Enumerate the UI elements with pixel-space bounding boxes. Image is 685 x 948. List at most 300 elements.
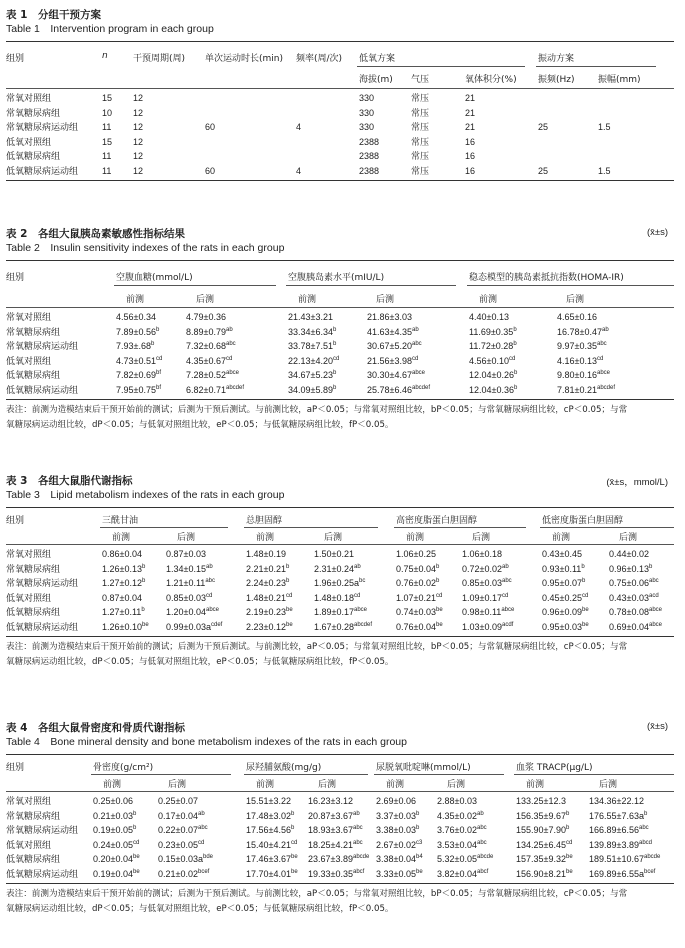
significance-mark: abce <box>648 607 662 613</box>
table-cell: 常压 <box>411 165 430 176</box>
cell-value: 2.31±0.24 <box>314 563 354 574</box>
table-3-body <box>6 545 674 634</box>
table-cell <box>288 310 333 325</box>
table-cell <box>308 809 360 824</box>
table-cell <box>376 794 416 809</box>
cell-value: 156.35±9.67 <box>516 810 566 821</box>
cell-value: 1.26±0.13 <box>102 563 142 574</box>
table-cell <box>93 794 133 809</box>
significance-mark: ab <box>205 563 213 570</box>
significance-mark: b <box>435 563 440 570</box>
cell-value: 4.35±0.67 <box>186 355 226 366</box>
table-cell <box>437 794 477 809</box>
table-cell <box>589 867 655 882</box>
table-cell <box>462 620 513 635</box>
cell-value: 15.51±3.22 <box>246 796 291 806</box>
cell-value: 1.50±0.21 <box>314 549 354 559</box>
table-cell <box>516 823 569 838</box>
table-cell: 11 <box>102 151 112 161</box>
table-cell <box>542 591 588 606</box>
table-2-note <box>6 400 674 433</box>
cell-value: 6.82±0.71 <box>186 384 226 395</box>
significance-mark: b <box>648 563 653 570</box>
significance-mark: be <box>132 868 140 875</box>
group-underline <box>286 285 456 286</box>
table-cell <box>609 605 662 620</box>
cell-value: 1.48±0.19 <box>246 549 286 559</box>
note-line: 表注：前测为造模结束后干预开始前的测试；后测为干预后测试。与前测比较，aP＜0.05；与常氧对照组比较，bP＜0.05；与常氧糖尿病组比较，cP＜0.05；与常 <box>6 889 628 899</box>
table-cell <box>186 310 226 325</box>
cell-value: 8.89±0.79 <box>186 326 226 337</box>
table-cell <box>288 368 336 383</box>
table-cell <box>102 620 149 635</box>
cell-value: 1.34±0.15 <box>166 563 206 574</box>
cell-value: 11.72±0.28 <box>469 341 514 351</box>
table-cell: 12 <box>133 136 144 147</box>
header-pre: 前测 <box>112 533 131 543</box>
significance-mark: cd <box>411 355 419 362</box>
table-cell <box>186 368 239 383</box>
table-cell: 25 <box>538 122 549 132</box>
table-cell <box>462 576 512 591</box>
table-cell: 12 <box>133 107 144 118</box>
group-underline <box>540 527 674 528</box>
table-cell: 21 <box>465 107 476 118</box>
cell-value: 0.21±0.02 <box>158 868 198 879</box>
significance-mark: be <box>285 607 293 613</box>
table-cell <box>469 354 515 369</box>
group-underline <box>244 527 378 528</box>
cell-value: 2.21±0.21 <box>246 563 286 574</box>
table-cell <box>166 576 215 591</box>
table-cell <box>589 838 652 853</box>
header-post: 后测 <box>376 295 395 305</box>
cell-value: 7.93±.68 <box>116 341 151 351</box>
header-pre: 前测 <box>552 533 571 543</box>
cell-value: 34.67±5.23 <box>288 370 333 380</box>
cell-value: 1.06±0.18 <box>462 549 502 559</box>
table-row <box>6 325 674 340</box>
table-cell <box>102 605 145 620</box>
significance-mark: b <box>141 607 145 613</box>
cell-value: 1.09±0.17 <box>462 592 502 603</box>
table-cell: 1.5 <box>598 165 611 176</box>
header-post: 后测 <box>599 780 618 790</box>
significance-mark: cd <box>197 839 205 846</box>
table-cell <box>93 809 136 824</box>
cell-value: 7.32±0.68 <box>186 341 226 351</box>
cell-value: 2.24±0.23 <box>246 578 286 588</box>
significance-mark: cd <box>290 839 298 846</box>
table-cell <box>437 823 487 838</box>
table-cell <box>557 325 609 340</box>
table-cell <box>308 794 353 809</box>
significance-mark: abce <box>411 370 425 376</box>
table-cell <box>186 325 233 340</box>
row-label: 常氧糖尿病运动组 <box>6 341 79 351</box>
header-post: 后测 <box>324 533 343 543</box>
header-pre: 前测 <box>406 533 425 543</box>
significance-mark: abc <box>638 825 649 831</box>
row-label: 低氧对照组 <box>6 355 52 366</box>
table-cell <box>102 547 142 562</box>
cell-value: 30.67±5.20 <box>367 341 412 351</box>
table-1-body <box>6 89 674 178</box>
significance-mark: abcdef <box>411 384 430 391</box>
significance-mark: b <box>332 326 337 333</box>
significance-mark: cd <box>501 592 509 599</box>
table-cell: 15 <box>102 93 113 103</box>
table-cell <box>557 354 603 369</box>
cell-value: 17.46±3.67 <box>246 854 291 864</box>
table-cell <box>246 867 298 882</box>
table-cell: 10 <box>102 107 113 118</box>
table-cell <box>609 562 652 577</box>
header-insulin: 空腹胰岛素水平(mIU/L) <box>288 273 385 283</box>
table-cell <box>589 852 660 867</box>
cell-value: 4.35±0.02 <box>437 810 477 821</box>
row-label: 常氧糖尿病组 <box>6 326 61 337</box>
significance-mark: b <box>565 810 570 817</box>
significance-mark: be <box>290 854 298 860</box>
header-altitude: 海拔(m) <box>359 75 393 85</box>
table-cell <box>469 310 509 325</box>
cell-value: 2.23±0.12 <box>246 621 286 632</box>
table-cell: 21 <box>465 93 476 103</box>
header-pre: 前测 <box>479 295 498 305</box>
cell-value: 169.89±6.55a <box>589 868 644 879</box>
table-cell <box>542 547 582 562</box>
row-label: 常氧糖尿病运动组 <box>6 825 79 835</box>
header-pre: 前测 <box>256 780 275 790</box>
cell-value: 0.19±0.05 <box>93 825 133 835</box>
table-3-title-zh: 表 3 各组大鼠脂代谢指标 <box>6 475 133 487</box>
table-cell <box>246 605 293 620</box>
cell-value: 4.73±0.51 <box>116 355 156 366</box>
significance-mark: cd <box>581 592 589 599</box>
row-label: 常氧对照组 <box>6 312 52 322</box>
table-cell <box>396 547 436 562</box>
significance-mark: be <box>581 607 589 613</box>
header-pre: 前测 <box>298 295 317 305</box>
table-cell <box>246 620 293 635</box>
group-underline <box>244 774 368 775</box>
table-cell <box>516 809 569 824</box>
table-cell <box>396 576 439 591</box>
note-line: 氧糖尿病运动组比较，dP＜0.05；与低氧对照组比较，eP＜0.05；与低氧糖尿病组比较，fP＜0.05。 <box>6 904 394 914</box>
significance-mark: abce <box>648 621 662 628</box>
significance-mark: abcdef <box>596 384 615 391</box>
significance-mark: abcd <box>638 839 652 846</box>
significance-mark: bf <box>155 384 161 391</box>
significance-mark: abc <box>352 825 363 831</box>
cell-value: 7.95±0.75 <box>116 384 156 395</box>
table-cell <box>158 823 208 838</box>
significance-mark: abcdef <box>225 384 244 391</box>
header-post: 后测 <box>196 295 215 305</box>
significance-mark: abc <box>648 578 659 584</box>
table-cell <box>186 354 232 369</box>
cell-value: 15.40±4.21 <box>246 839 291 850</box>
significance-mark: b <box>155 326 160 333</box>
group-underline <box>374 774 504 775</box>
cell-value: 1.26±0.10 <box>102 621 142 632</box>
table-3-unit: (x̄±s，mmol/L) <box>606 477 668 488</box>
cell-value: 12.04±0.26 <box>469 370 514 380</box>
significance-mark: c3 <box>415 839 423 846</box>
significance-mark: be <box>435 621 443 628</box>
table-cell <box>288 325 336 340</box>
cell-value: 0.15±0.03a <box>158 854 203 864</box>
table-cell <box>116 368 161 383</box>
cell-value: 0.85±0.03 <box>462 578 502 588</box>
table-cell <box>589 809 647 824</box>
table-row <box>6 339 674 354</box>
cell-value: 7.81±0.21 <box>557 384 597 395</box>
cell-value: 0.78±0.08 <box>609 607 649 617</box>
table-cell <box>469 325 517 340</box>
table-row <box>6 135 674 150</box>
table-cell <box>542 562 585 577</box>
significance-mark: abcf <box>352 868 365 875</box>
table-cell: 330 <box>359 107 375 118</box>
table-cell <box>102 562 145 577</box>
table-cell <box>314 547 354 562</box>
cell-value: 0.96±0.13 <box>609 563 649 574</box>
cell-value: 0.69±0.04 <box>609 621 649 632</box>
table-row <box>6 809 674 824</box>
table-cell <box>376 852 423 867</box>
table-cell <box>367 339 422 354</box>
table-cell <box>367 354 418 369</box>
header-hydroxyproline: 尿羟脯氨酸(mg/g) <box>246 763 322 773</box>
table-cell <box>516 867 573 882</box>
header-post: 后测 <box>472 533 491 543</box>
table-cell <box>376 809 419 824</box>
cell-value: 0.72±0.02 <box>462 563 502 574</box>
table-cell <box>376 867 423 882</box>
significance-mark: b4 <box>415 854 423 860</box>
header-hdl: 高密度脂蛋白胆固醇 <box>396 516 478 526</box>
group-underline <box>91 774 231 775</box>
row-label: 低氧对照组 <box>6 136 52 147</box>
cell-value: 139.89±3.89 <box>589 839 639 850</box>
table-row <box>6 605 674 620</box>
cell-value: 0.43±0.45 <box>542 549 582 559</box>
cell-value: 1.21±0.11 <box>166 578 206 588</box>
table-cell <box>116 354 162 369</box>
table-cell: 12 <box>133 122 144 132</box>
cell-value: 4.40±0.13 <box>469 312 509 322</box>
header-pre: 前测 <box>256 533 275 543</box>
significance-mark: b <box>644 810 648 817</box>
significance-mark: b <box>141 578 146 584</box>
table-3-note <box>6 637 674 670</box>
table-1 <box>6 8 674 181</box>
significance-mark: ab <box>197 810 205 817</box>
table-cell <box>609 620 662 635</box>
table-cell <box>557 310 597 325</box>
significance-mark: cdef <box>210 621 223 628</box>
cell-value: 1.27±0.12 <box>102 578 142 588</box>
table-cell <box>376 823 419 838</box>
header-pre: 前测 <box>386 780 405 790</box>
table-cell <box>93 852 140 867</box>
header-homa-ir: 稳态模型的胰岛素抵抗指数(HOMA-IR) <box>469 273 624 283</box>
header-post: 后测 <box>177 533 196 543</box>
table-row <box>6 120 674 135</box>
table-cell <box>246 591 292 606</box>
table-4-note <box>6 884 674 917</box>
table-cell <box>367 325 419 340</box>
table-cell <box>314 591 360 606</box>
table-cell <box>158 838 204 853</box>
row-label: 常氧糖尿病组 <box>6 107 61 118</box>
header-pre: 前测 <box>126 295 145 305</box>
cell-value: 21.56±3.98 <box>367 355 412 366</box>
cell-value: 9.80±0.16 <box>557 370 597 380</box>
table-row <box>6 91 674 106</box>
table-cell <box>557 368 610 383</box>
table-cell <box>308 852 369 867</box>
table-cell <box>542 605 589 620</box>
cell-value: 0.76±0.02 <box>396 578 436 588</box>
table-cell: 常压 <box>411 93 430 103</box>
cell-value: 33.34±6.34 <box>288 326 333 337</box>
table-cell: 60 <box>205 165 216 176</box>
header-deoxypyridinoline: 尿脱氧吡啶啉(mmol/L) <box>376 763 471 773</box>
cell-value: 1.07±0.21 <box>396 592 436 603</box>
table-cell <box>93 838 139 853</box>
group-underline <box>514 774 674 775</box>
table-cell <box>166 547 206 562</box>
cell-value: 1.67±0.28 <box>314 621 354 632</box>
table-cell <box>116 325 159 340</box>
table-cell: 12 <box>133 165 144 176</box>
table-cell <box>437 809 484 824</box>
significance-mark: cd <box>205 592 213 599</box>
cell-value: 7.89±0.56 <box>116 326 156 337</box>
table-row <box>6 794 674 809</box>
table-cell <box>246 547 286 562</box>
table-row <box>6 867 674 882</box>
table-4-unit: (x̄±s) <box>646 721 668 732</box>
significance-mark: cd <box>285 592 293 599</box>
significance-mark: abc <box>197 825 208 831</box>
significance-mark: b <box>435 578 440 584</box>
header-post: 后测 <box>168 780 187 790</box>
table-cell <box>186 383 244 398</box>
table-cell: 25 <box>538 165 549 176</box>
cell-value: 2.88±0.03 <box>437 796 477 806</box>
significance-mark: abcf <box>476 868 489 875</box>
significance-mark: bf <box>155 370 161 376</box>
significance-mark: b <box>513 326 517 333</box>
table-cell <box>158 867 209 882</box>
cell-value: 3.33±0.05 <box>376 868 416 879</box>
significance-mark: cd <box>353 592 361 599</box>
significance-mark: acdf <box>501 621 514 628</box>
table-row <box>6 368 674 383</box>
table-cell: 16 <box>465 165 476 176</box>
row-label: 常氧对照组 <box>6 796 52 806</box>
header-tracp: 血浆 TRACP(μg/L) <box>516 763 593 773</box>
significance-mark: b <box>150 341 155 347</box>
header-post: 后测 <box>447 780 466 790</box>
header-glucose: 空腹血糖(mmol/L) <box>116 273 193 283</box>
table-cell <box>376 838 422 853</box>
significance-mark: b <box>141 563 146 570</box>
table-cell: 1.5 <box>598 122 611 132</box>
table-2-body <box>6 308 674 397</box>
group-underline <box>114 285 276 286</box>
table-cell: 2388 <box>359 136 380 147</box>
row-label: 常氧糖尿病组 <box>6 563 61 574</box>
cell-value: 0.75±0.04 <box>396 563 436 574</box>
cell-value: 3.37±0.03 <box>376 810 416 821</box>
cell-value: 0.19±0.04 <box>93 868 133 879</box>
significance-mark: b <box>513 384 518 391</box>
table-cell: 60 <box>205 122 216 132</box>
table-cell <box>516 794 566 809</box>
group-underline <box>467 285 674 286</box>
table-4-title-zh: 表 4 各组大鼠骨密度和骨质代谢指标 <box>6 722 185 734</box>
table-cell <box>609 547 649 562</box>
cell-value: 18.25±4.21 <box>308 839 353 850</box>
header-vib-freq: 振频(Hz) <box>538 75 575 85</box>
table-cell <box>437 867 488 882</box>
header-n: n <box>102 51 108 61</box>
header-pressure: 气压 <box>411 75 430 85</box>
header-post: 后测 <box>566 295 585 305</box>
significance-mark: b <box>290 825 295 831</box>
table-cell <box>516 852 573 867</box>
group-underline <box>357 66 525 67</box>
cell-value: 20.87±3.67 <box>308 810 353 821</box>
cell-value: 11.69±0.35 <box>469 326 514 337</box>
table-row <box>6 852 674 867</box>
cell-value: 134.36±22.12 <box>589 796 644 806</box>
cell-value: 33.78±7.51 <box>288 341 333 351</box>
header-duration: 单次运动时长(min) <box>205 54 283 64</box>
significance-mark: abc <box>411 341 422 347</box>
header-oxygen: 氧体积分(%) <box>465 75 517 85</box>
cell-value: 0.95±0.07 <box>542 578 582 588</box>
cell-value: 18.93±3.67 <box>308 825 353 835</box>
cell-value: 34.09±5.89 <box>288 384 333 395</box>
cell-value: 1.27±0.11 <box>102 607 142 617</box>
cell-value: 0.95±0.03 <box>542 621 582 632</box>
table-cell <box>246 838 297 853</box>
cell-value: 1.89±0.17 <box>314 607 354 617</box>
table-4 <box>6 721 674 917</box>
significance-mark: be <box>581 621 589 628</box>
cell-value: 25.78±6.46 <box>367 384 412 395</box>
note-line: 表注：前测为造模结束后干预开始前的测试；后测为干预后测试。与前测比较，aP＜0.05；与常氧对照组比较，bP＜0.05；与常氧糖尿病组比较，cP＜0.05；与常 <box>6 405 628 415</box>
cell-value: 166.89±6.56 <box>589 825 639 835</box>
table-2 <box>6 227 674 433</box>
cell-value: 0.22±0.07 <box>158 825 198 835</box>
cell-value: 0.99±0.03a <box>166 621 211 632</box>
table-cell <box>462 605 514 620</box>
table-row <box>6 164 674 179</box>
significance-mark: b <box>565 825 570 831</box>
significance-mark: b <box>332 384 337 391</box>
table-cell <box>246 823 294 838</box>
table-cell <box>166 562 213 577</box>
row-label: 低氧糖尿病组 <box>6 370 61 380</box>
table-4-title-en: Table 4 Bone mineral density and bone metabolism indexes of the rats in each group <box>6 736 407 748</box>
